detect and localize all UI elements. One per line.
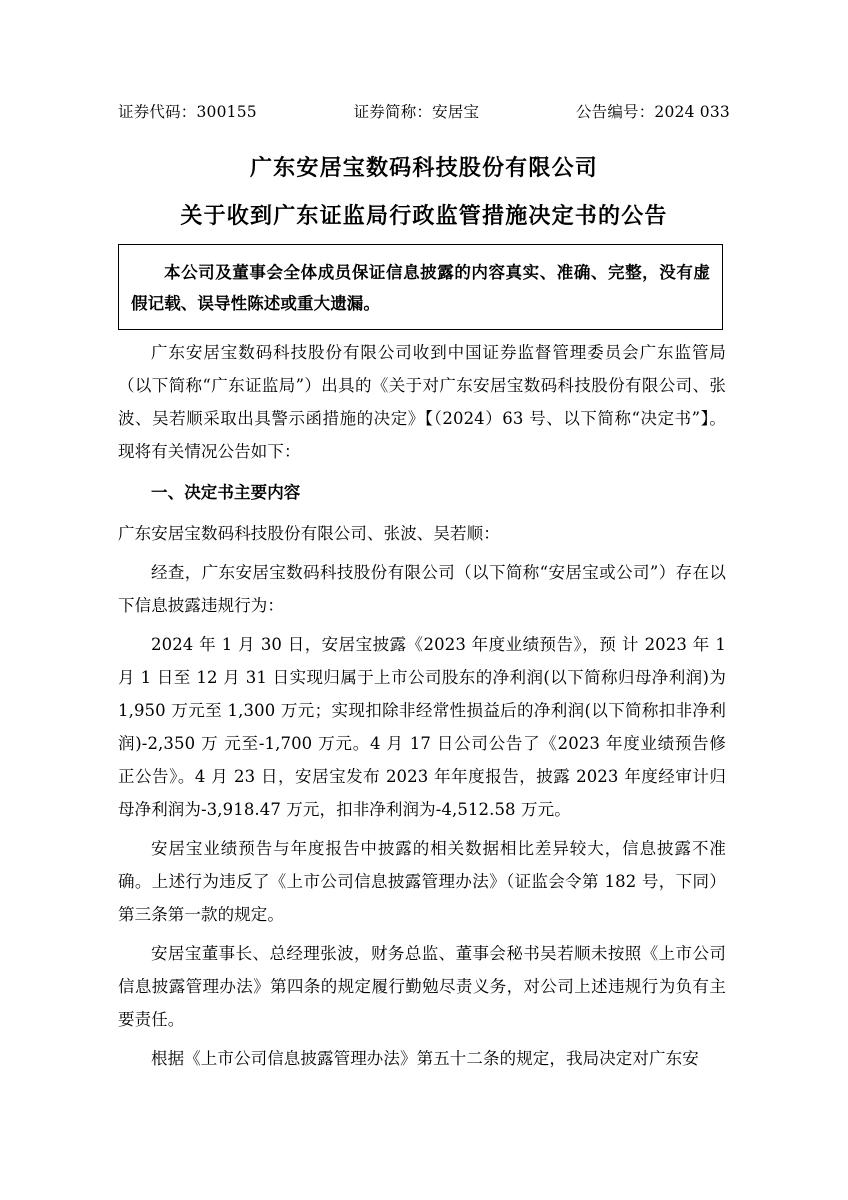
paragraph-addressees: 广东安居宝数码科技股份有限公司、张波、吴若顺： xyxy=(118,524,500,543)
security-code: 证券代码：300155 xyxy=(118,103,257,121)
document-body xyxy=(118,336,726,1075)
disclaimer-text: 本公司及董事会全体成员保证信息披露的内容真实、准确、完整，没有虚假记载、误导性陈述或重大遗漏。 xyxy=(131,263,710,313)
paragraph-investigation: 经查，广东安居宝数码科技股份有限公司（以下简称“安居宝或公司”）存在以下信息披露违规行为： xyxy=(118,563,726,615)
company-name-title: 广东安居宝数码科技股份有限公司 xyxy=(249,156,598,181)
paragraph-decision-basis: 根据《上市公司信息披露管理办法》第五十二条的规定，我局决定对广东安 xyxy=(151,1049,699,1068)
paragraph-forecast-detail: 2024 年 1 月 30 日，安居宝披露《2023 年度业绩预告》，预 计 2023 年 1 月 1 日至 12 月 31 日实现归属于上市公司股东的净利润(以下简称归母净利润)为 1,950 万元至 1,300 万元；实现扣除非经常性损益后的净利润(以下简称扣非净利润)-2,350 万 元至-1,700 万元。4 月 17 日公司公告了《2023 年度业绩预告修 正公告》。4 月 23 日，安居宝发布 2023 年年度报告，披露 2023 年度经审计归母净利润为-3,918.47 万元，扣非净利润为-4,512.58 万元。 xyxy=(118,635,726,819)
announcement-number: 公告编号：2024 033 xyxy=(575,103,730,121)
security-short-name: 证券简称：安居宝 xyxy=(353,103,480,121)
paragraph-violation-1: 安居宝业绩预告与年度报告中披露的相关数据相比差异较大，信息披露不准确。上述行为违反了《上市公司信息披露管理办法》（证监会令第 182 号，下同）第三条第一款的规定。 xyxy=(118,839,726,924)
paragraph-violation-2: 安居宝董事长、总经理张波，财务总监、董事会秘书吴若顺未按照《上市公司信息披露管理办法》第四条的规定履行勤勉尽责义务，对公司上述违规行为负有主要责任。 xyxy=(118,944,726,1029)
paragraph-section-1-heading: 一、决定书主要内容 xyxy=(151,483,301,502)
disclaimer-box xyxy=(118,244,723,330)
announcement-subject-title: 关于收到广东证监局行政监管措施决定书的公告 xyxy=(180,204,668,229)
paragraph-intro: 广东安居宝数码科技股份有限公司收到中国证券监督管理委员会广东监管局（以下简称“广东证监局”）出具的《关于对广东安居宝数码科技股份有限公司、张波、吴若顺采取出具警示函措施的决定》【（2024）63 号、以下简称“决定书”】。现将有关情况公告如下： xyxy=(118,343,726,461)
document-header xyxy=(118,100,730,122)
title-block xyxy=(0,152,848,234)
